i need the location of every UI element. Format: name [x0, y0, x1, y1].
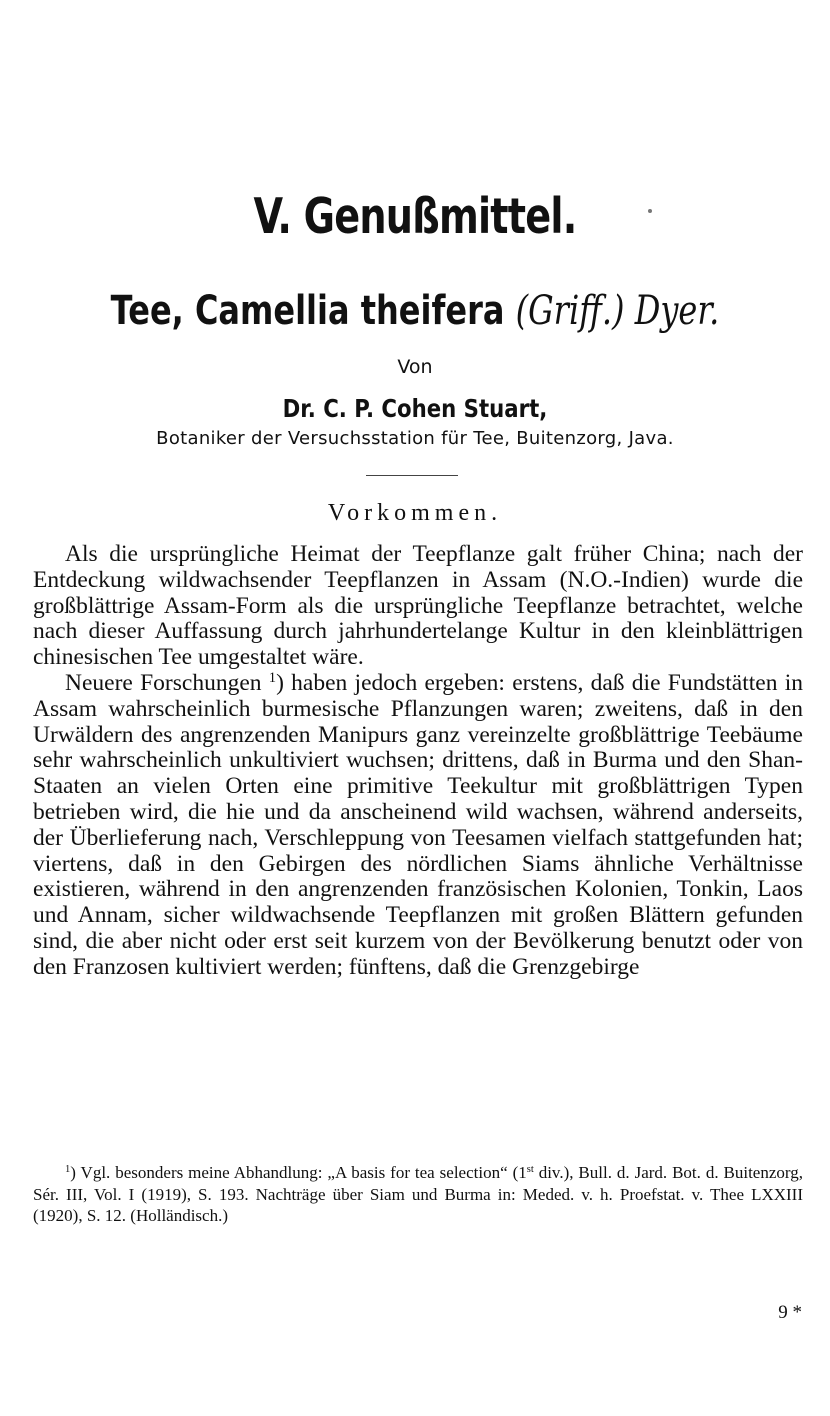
ordinal-suffix: st — [526, 1164, 534, 1176]
separator-rule — [366, 475, 458, 476]
footnote-text — [33, 1162, 803, 1227]
footnote-text-part: div.), Bull. d. Jard. Bot. d. Buitenzorg, Sér. III, Vol. I (1919), S. 193. Nachträge über Siam und Burma in: Meded. v. h. Proefstat. v. Thee LXXIII (1920), S. 12. (Holländisch.) — [33, 1163, 803, 1226]
author-name: Dr. C. P. Cohen Stuart, — [282, 394, 548, 423]
article-title — [83, 288, 747, 334]
author-affiliation: Botaniker der Versuchsstation für Tee, Buitenzorg, Java. — [156, 428, 674, 449]
paragraph: Als die ursprüngliche Heimat der Teepflanze galt früher China; nach der Entdeckung wildwachsender Teepflanzen in Assam (N.O.-Indien) wurde die großblättrige Assam-Form als die ursprüngliche Teepflanze betrachtet, welche nach dieser Auffassung durch jahrhundertelange Kultur in den kleinblättrigen chinesischen Tee umgestaltet wäre. — [33, 541, 803, 671]
body-text — [33, 542, 803, 981]
page-number: 9 * — [778, 1302, 802, 1323]
chapter-title: V. Genußmittel. — [253, 188, 577, 245]
footnote-text-part: ) Vgl. besonders meine Abhandlung: „A basis for tea selection“ (1 — [70, 1163, 527, 1182]
byline-von: Von — [397, 356, 433, 378]
footnote-reference: 1 — [268, 669, 277, 686]
paragraph — [33, 671, 803, 981]
paragraph-text: Neuere Forschungen — [65, 669, 262, 696]
species-authority: (Griff.) Dyer. — [515, 288, 720, 334]
footnote — [33, 1162, 803, 1227]
section-heading: Vorkommen. — [327, 500, 503, 526]
footnote-marker: 1 — [65, 1164, 71, 1176]
species-name: Tee, Camellia theifera — [110, 288, 505, 334]
paragraph-text: ) haben jedoch ergeben: erstens, daß die Fundstätten in Assam wahrscheinlich burmesische Pflanzungen waren; zweitens, daß in den Urwäldern des angrenzenden Manipurs ganz vereinzelte großblättrige Teebäume sehr wahrscheinlich unkultiviert wuchsen; drittens, daß in Burma und den Shan-Staaten an vielen Orten eine primitive Teekultur mit großblättrigen Typen betrieben wird, die hie und da anscheinend wild wachsen, während anderseits, der Überlieferung nach, Verschleppung von Teesamen vielfach stattgefunden hat; viertens, daß in den Gebirgen des nördlichen Siams ähnliche Verhältnisse existieren, während in den angrenzenden französischen Kolonien, Tonkin, Laos und Annam, sicher wildwachsende Teepflanzen mit großen Blättern gefunden sind, die aber nicht oder erst seit kurzem von der Bevölkerung benutzt oder von den Franzosen kultiviert werden; fünftens, daß die Grenzgebirge — [33, 669, 804, 980]
